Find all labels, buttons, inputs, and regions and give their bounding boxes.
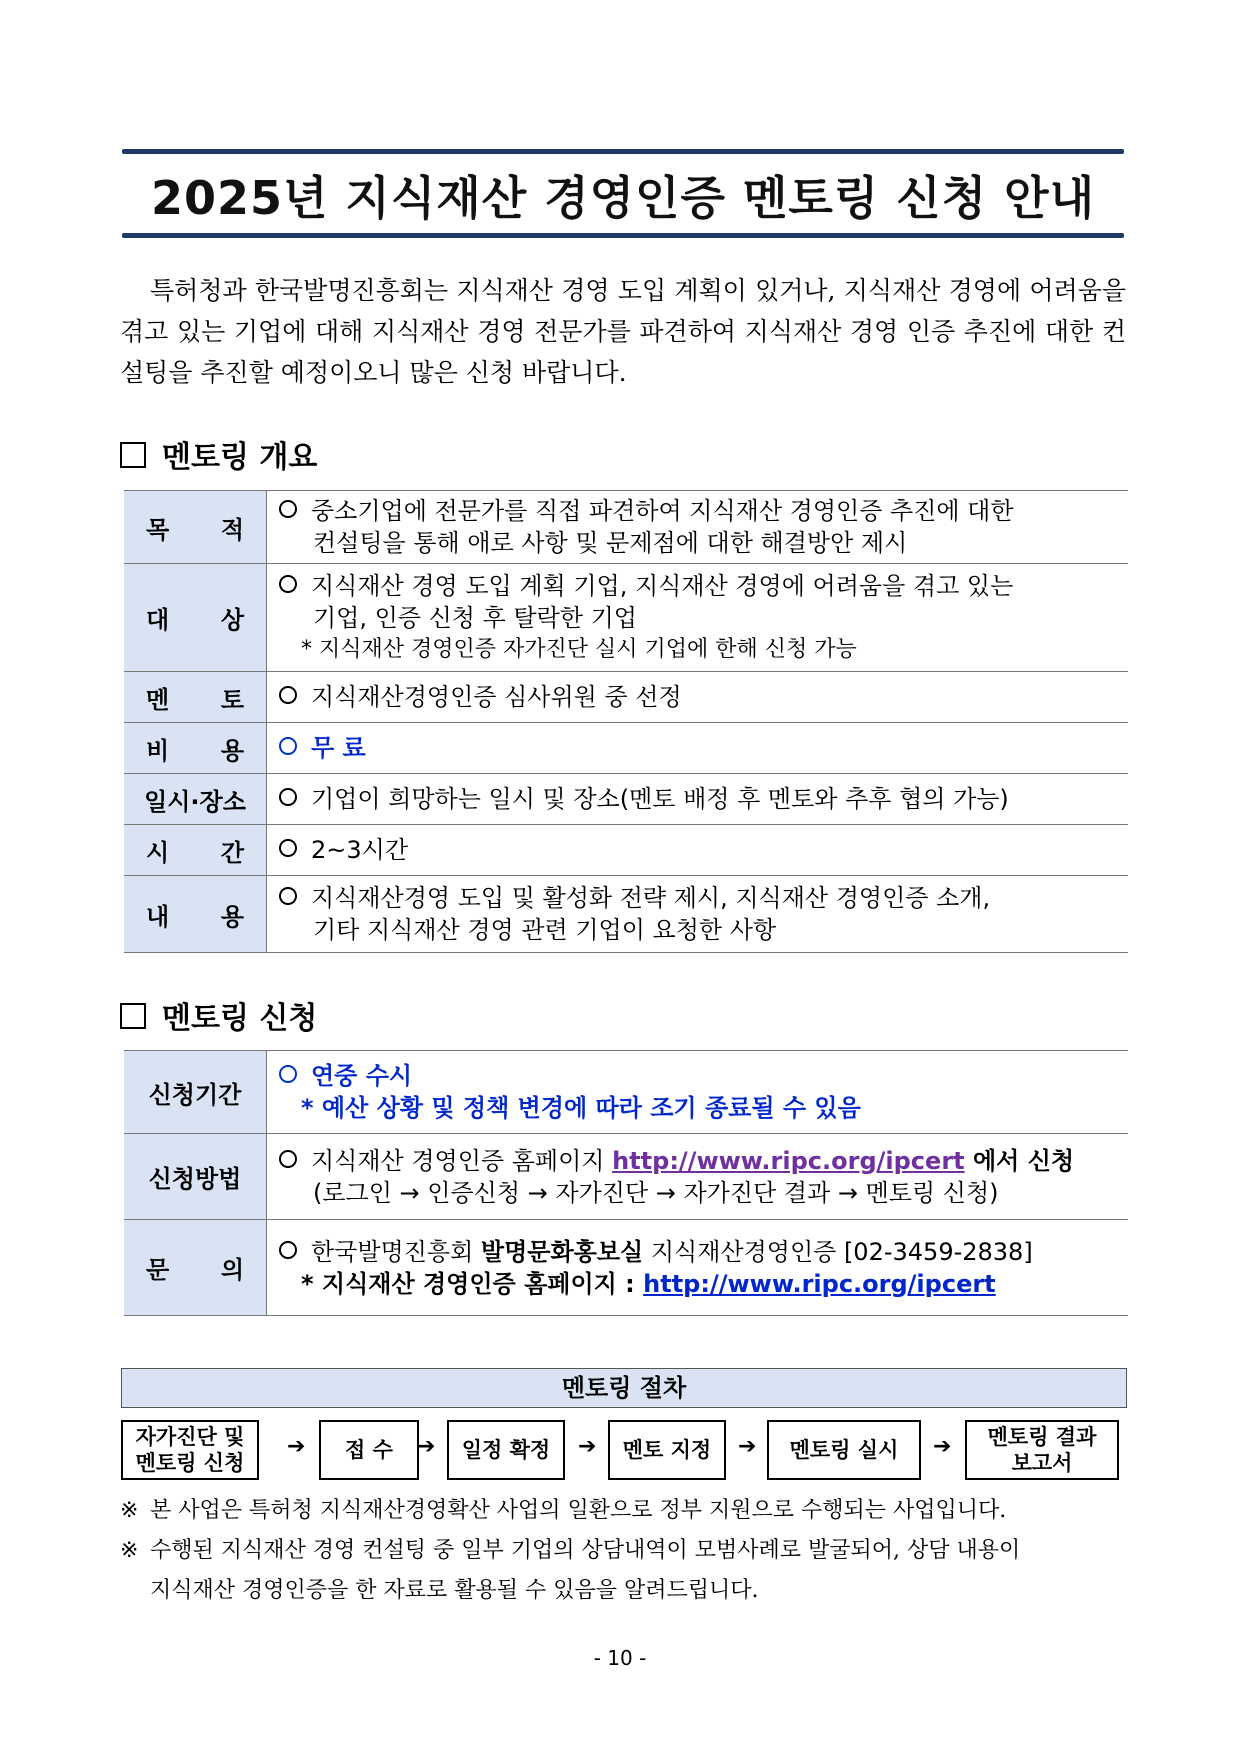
row-label: [124, 672, 267, 723]
step-label: 일정 확정: [461, 1438, 551, 1462]
row-value: [267, 723, 1129, 774]
circle-bullet-icon: [279, 575, 297, 593]
page-number: - 10 -: [593, 1646, 647, 1670]
value-line: 지식재산경영 도입 및 활성화 전략 제시, 지식재산 경영인증 소개,: [311, 884, 991, 912]
value-note: * 예산 상황 및 정책 변경에 따라 조기 종료될 수 있음: [301, 1094, 861, 1122]
circle-bullet-icon: [279, 1150, 297, 1168]
step-label: 멘토 지정: [622, 1438, 712, 1462]
intro-text: 특허청과 한국발명진흥회는 지식재산 경영 도입 계획이 있거나, 지식재산 경영에 어려움을 겪고 있는 기업에 대해 지식재산 경영 전문가를 파견하여 지식재산 경영 인증 추진에 대한 컨설팅을 추진할 예정이오니 많은 신청 바랍니다.: [120, 276, 1126, 387]
table-row: [124, 825, 1128, 876]
value-line: 2~3시간: [311, 836, 409, 864]
label-char: 멘: [146, 685, 170, 714]
value-line: 무 료: [311, 734, 366, 762]
label-char: 적: [220, 515, 244, 544]
procedure-step-mentor-assign: [608, 1420, 726, 1480]
row-label: 신청방법: [124, 1134, 267, 1220]
intro-paragraph: [120, 270, 1126, 393]
row-label: 일시·장소: [124, 774, 267, 825]
table-row: [124, 491, 1128, 564]
label-char: 토: [220, 685, 244, 714]
procedure-step-report: [965, 1420, 1119, 1480]
value-line: 기타 지식재산 경영 관련 기업이 요청한 사항: [313, 916, 777, 944]
row-value: [267, 672, 1129, 723]
ipcert-homepage-link-2[interactable]: http://www.ripc.org/ipcert: [643, 1269, 996, 1298]
procedure-step-mentoring: [767, 1420, 921, 1480]
circle-bullet-icon: [279, 737, 297, 755]
row-label: 신청기간: [124, 1051, 267, 1134]
row-value: [267, 1051, 1129, 1134]
reference-mark: ※: [120, 1538, 139, 1563]
footnote-2: [120, 1531, 1126, 1571]
row-value: [267, 491, 1129, 564]
table-row: [124, 876, 1128, 953]
value-note: * 지식재산 경영인증 자가진단 실시 기업에 한해 신청 가능: [301, 636, 857, 662]
row-label: [124, 564, 267, 672]
arrow-right-icon: ➔: [933, 1434, 952, 1459]
table-row: [124, 564, 1128, 672]
label-char: 시: [146, 838, 170, 867]
row-label: [124, 876, 267, 953]
row-value: [267, 1220, 1129, 1316]
procedure-step-receipt: [319, 1420, 419, 1480]
checkbox-square-icon: [120, 1003, 146, 1029]
procedure-title: 멘토링 절차: [121, 1368, 1127, 1408]
procedure-step-schedule: [447, 1420, 565, 1480]
value-note: * 지식재산 경영인증 홈페이지 :: [301, 1269, 644, 1298]
procedure-step-self-diagnosis: [121, 1420, 259, 1480]
overview-table: [124, 490, 1128, 953]
page-title: 2025년 지식재산 경영인증 멘토링 신청 안내: [150, 171, 1096, 225]
row-value: [267, 825, 1129, 876]
value-text: 지식재산경영인증 [02-3459-2838]: [643, 1237, 1033, 1266]
step-label: 멘토링 신청: [135, 1451, 245, 1475]
step-label: 멘토링 결과: [987, 1425, 1097, 1449]
arrow-right-icon: ➔: [738, 1434, 757, 1459]
step-label: 보고서: [1011, 1451, 1073, 1475]
table-row: [124, 723, 1128, 774]
circle-bullet-icon: [279, 1065, 297, 1083]
row-value: [267, 564, 1129, 672]
table-row: [124, 672, 1128, 723]
footnote-1: [120, 1491, 1126, 1531]
value-text: 지식재산 경영인증 홈페이지: [311, 1146, 613, 1175]
table-row: [124, 1220, 1128, 1316]
value-line: 기업이 희망하는 일시 및 장소(멘토 배정 후 멘토와 추후 협의 가능): [311, 785, 1009, 813]
section-heading-text: 멘토링 개요: [162, 440, 318, 475]
value-line: 연중 수시: [311, 1062, 413, 1090]
value-line: (로그인 → 인증신청 → 자가진단 → 자가진단 결과 → 멘토링 신청): [313, 1178, 999, 1207]
label-char: 비: [146, 736, 170, 765]
checkbox-square-icon: [120, 442, 146, 468]
section-heading-application: [120, 993, 317, 1037]
row-label: [124, 1220, 267, 1316]
circle-bullet-icon: [279, 839, 297, 857]
table-row: [124, 774, 1128, 825]
arrow-right-icon: ➔: [287, 1434, 306, 1459]
section-heading-text: 멘토링 신청: [162, 1001, 318, 1036]
row-value: [267, 774, 1129, 825]
department-name: 발명문화홍보실: [480, 1237, 644, 1266]
application-table: [124, 1050, 1128, 1316]
circle-bullet-icon: [279, 887, 297, 905]
label-char: 용: [220, 902, 244, 931]
arrow-right-icon: ➔: [417, 1434, 436, 1459]
label-char: 대: [146, 606, 170, 634]
value-line: 중소기업에 전문가를 직접 파견하여 지식재산 경영인증 추진에 대한: [311, 497, 1014, 525]
step-label: 멘토링 실시: [789, 1438, 899, 1462]
row-label: [124, 491, 267, 564]
row-value: [267, 1134, 1129, 1220]
value-line: 지식재산경영인증 심사위원 중 선정: [311, 683, 682, 711]
label-char: 상: [220, 606, 244, 634]
row-label: [124, 723, 267, 774]
value-text: 에서 신청: [964, 1146, 1075, 1175]
circle-bullet-icon: [279, 500, 297, 518]
value-line: 기업, 인증 신청 후 탈락한 기업: [313, 603, 637, 632]
value-line: 지식재산 경영 도입 계획 기업, 지식재산 경영에 어려움을 겪고 있는: [311, 571, 1014, 600]
label-char: 내: [146, 902, 170, 931]
label-char: 간: [220, 838, 244, 867]
circle-bullet-icon: [279, 788, 297, 806]
table-row: [124, 1051, 1128, 1134]
footnote-text: 본 사업은 특허청 지식재산경영확산 사업의 일환으로 정부 지원으로 수행되는 사업입니다.: [150, 1498, 1007, 1523]
ipcert-homepage-link[interactable]: http://www.ripc.org/ipcert: [612, 1146, 965, 1175]
step-label: 자가진단 및: [135, 1425, 245, 1449]
title-bottom-rule: [122, 233, 1124, 238]
circle-bullet-icon: [279, 686, 297, 704]
table-row: [124, 1134, 1128, 1220]
value-text: 한국발명진흥회: [311, 1237, 481, 1266]
row-value: [267, 876, 1129, 953]
circle-bullet-icon: [279, 1241, 297, 1259]
footnote-text: 수행된 지식재산 경영 컨설팅 중 일부 기업의 상담내역이 모범사례로 발굴되어, 상담 내용이: [150, 1538, 1021, 1563]
value-line: 컨설팅을 통해 애로 사항 및 문제점에 대한 해결방안 제시: [313, 529, 908, 557]
title-top-rule: [122, 149, 1124, 154]
footnote-text: 지식재산 경영인증을 한 자료로 활용될 수 있음을 알려드립니다.: [150, 1578, 759, 1603]
step-label: 접 수: [345, 1438, 393, 1462]
row-label: [124, 825, 267, 876]
section-heading-overview: [120, 432, 317, 476]
label-char: 의: [220, 1256, 244, 1284]
arrow-right-icon: ➔: [578, 1434, 597, 1459]
label-char: 용: [220, 736, 244, 765]
label-char: 목: [146, 515, 170, 544]
footnote-2-cont: [120, 1571, 1126, 1611]
label-char: 문: [146, 1256, 170, 1284]
reference-mark: ※: [120, 1498, 139, 1523]
